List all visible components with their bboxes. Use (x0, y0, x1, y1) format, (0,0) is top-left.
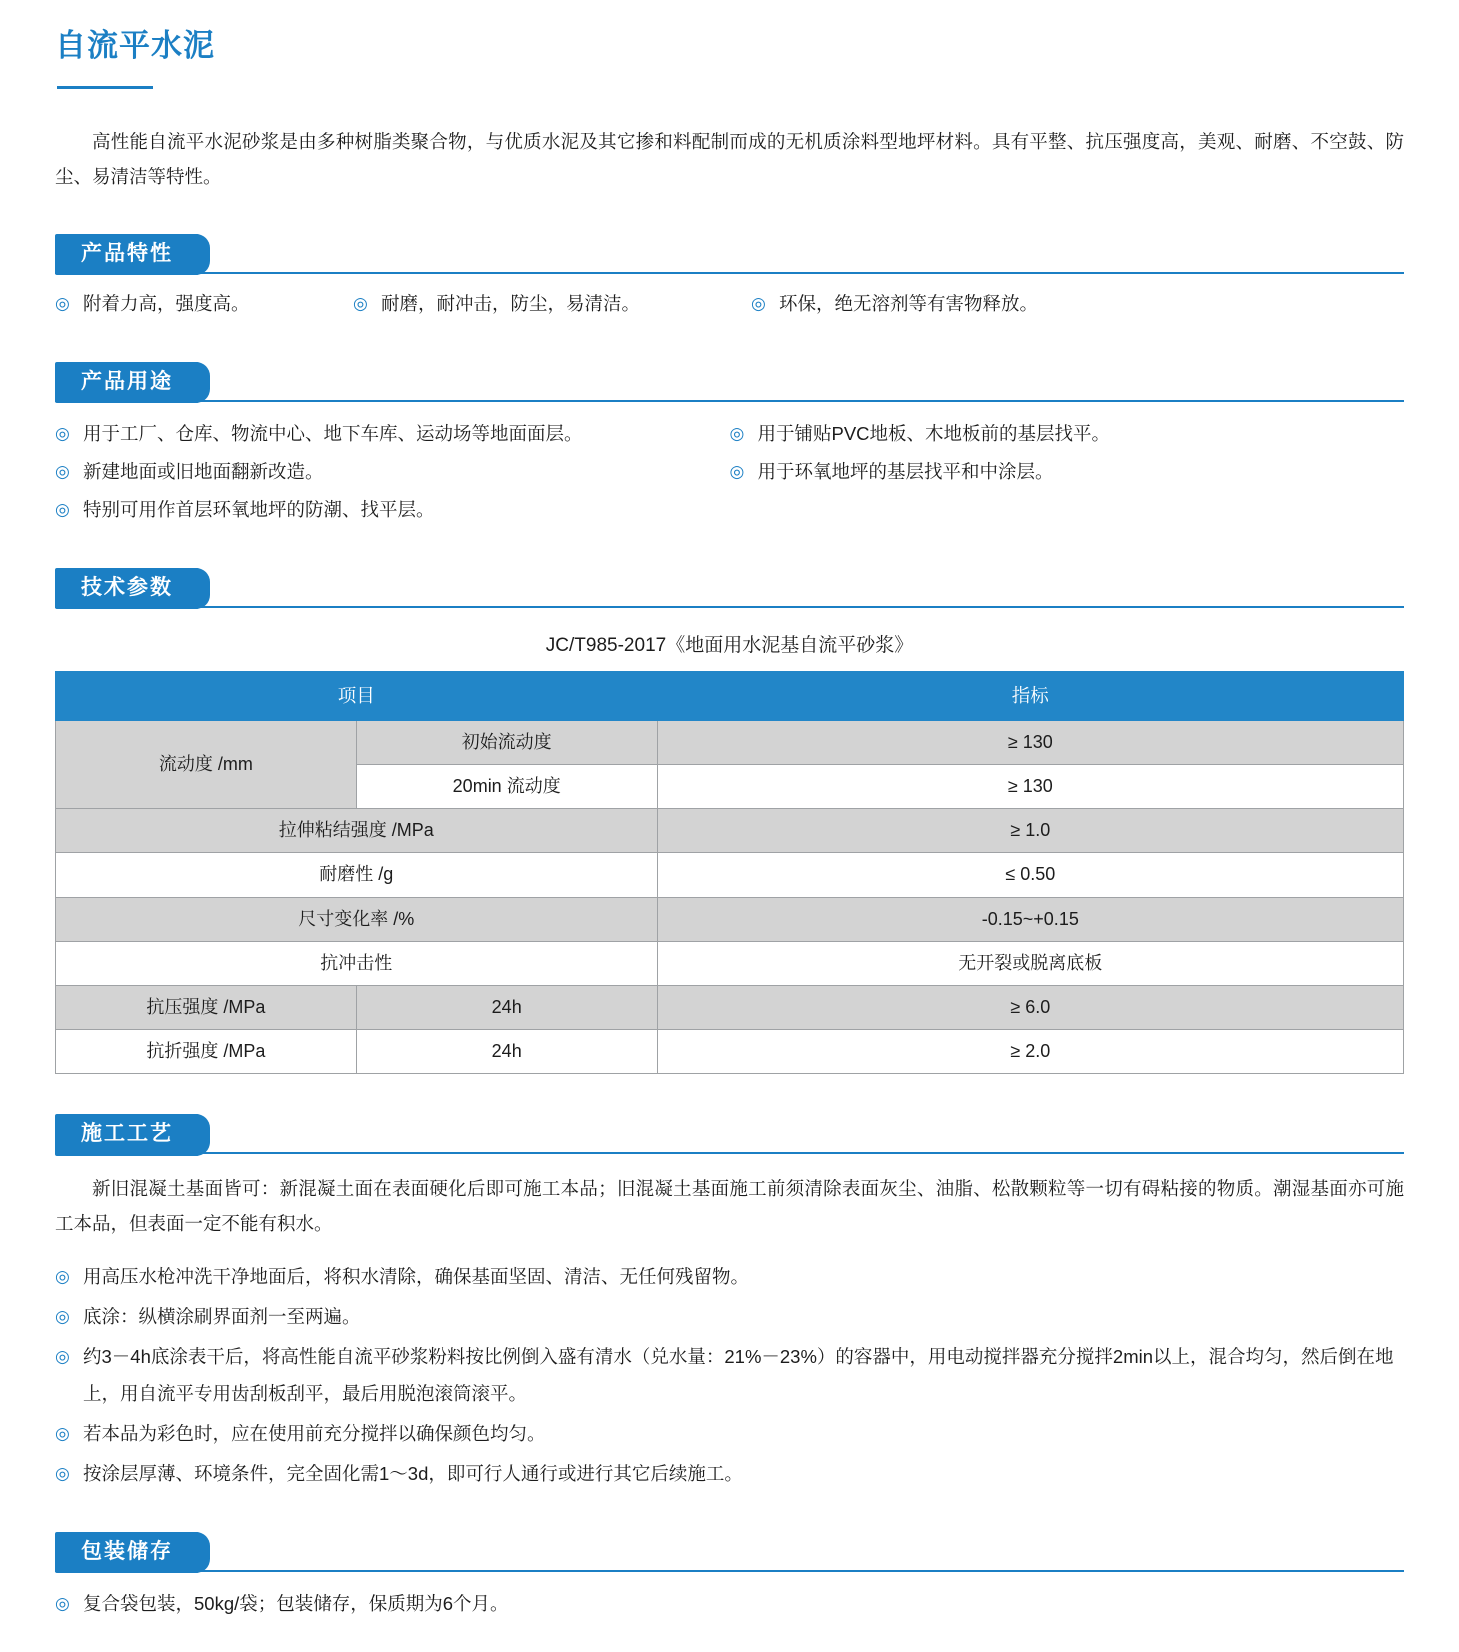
list-item: ◎ 复合袋包装，50kg/袋；包装储存，保质期为6个月。 (55, 1586, 1404, 1622)
cell-value: ≥ 2.0 (657, 1030, 1403, 1074)
section-tech (55, 568, 1404, 1074)
section-divider (55, 1152, 1404, 1154)
cell-value: ≥ 130 (657, 765, 1403, 809)
section-divider (55, 400, 1404, 402)
usage-column-right (730, 414, 1405, 528)
section-construction (55, 1114, 1404, 1491)
list-item: ◎ 用于环氧地坪的基层找平和中涂层。 (730, 454, 1405, 490)
section-usage (55, 362, 1404, 528)
cell-value: -0.15~+0.15 (657, 897, 1403, 941)
column-header-value: 指标 (657, 671, 1403, 720)
list-item: ◎ 用于工厂、仓库、物流中心、地下车库、运动场等地面面层。 (55, 416, 730, 452)
table-header-row (56, 671, 1404, 720)
title-underline (57, 86, 153, 89)
list-item: ◎ 若本品为彩色时，应在使用前充分搅拌以确保颜色均匀。 (55, 1416, 1404, 1452)
cell-item: 耐磨性 /g (56, 853, 658, 897)
list-item: ◎ 用于铺贴PVC地板、木地板前的基层找平。 (730, 416, 1405, 452)
section-divider (55, 606, 1404, 608)
cell-sub: 24h (356, 1030, 657, 1074)
usage-column-left (55, 414, 730, 528)
section-header-construction (55, 1114, 1404, 1154)
list-item: ◎ 底涂：纵横涂刷界面剂一至两遍。 (55, 1299, 1404, 1335)
table-row (56, 720, 1404, 764)
section-header-tech (55, 568, 1404, 608)
table-row (56, 941, 1404, 985)
list-item: ◎ 新建地面或旧地面翻新改造。 (55, 454, 730, 490)
features-list (55, 286, 1404, 322)
section-title-usage: 产品用途 (55, 362, 199, 403)
section-title-packaging: 包装储存 (55, 1532, 199, 1573)
column-header-item: 项目 (56, 671, 658, 720)
cell-sub: 24h (356, 986, 657, 1030)
list-item: ◎ 环保，绝无溶剂等有害物释放。 (751, 286, 1404, 322)
table-row (56, 897, 1404, 941)
cell-sub: 初始流动度 (356, 720, 657, 764)
cell-item: 抗冲击性 (56, 941, 658, 985)
cell-item: 尺寸变化率 /% (56, 897, 658, 941)
section-header-features (55, 234, 1404, 274)
cell-item: 拉伸粘结强度 /MPa (56, 809, 658, 853)
usage-list (55, 414, 1404, 528)
section-packaging (55, 1532, 1404, 1622)
cell-item: 抗折强度 /MPa (56, 1030, 357, 1074)
intro-paragraph: 高性能自流平水泥砂浆是由多种树脂类聚合物，与优质水泥及其它掺和料配制而成的无机质涂料型地坪材料。具有平整、抗压强度高，美观、耐磨、不空鼓、防尘、易清洁等特性。 (55, 131, 1404, 187)
list-item: ◎ 耐磨，耐冲击，防尘，易清洁。 (353, 286, 751, 322)
construction-list (55, 1259, 1404, 1491)
page-title: 自流平水泥 (55, 28, 215, 63)
table-row (56, 809, 1404, 853)
section-divider (55, 1570, 1404, 1572)
table-row (56, 986, 1404, 1030)
standard-reference: JC/T985-2017《地面用水泥基自流平砂浆》 (545, 634, 914, 656)
section-header-packaging (55, 1532, 1404, 1572)
cell-value: 无开裂或脱离底板 (657, 941, 1403, 985)
section-title-tech: 技术参数 (55, 568, 199, 609)
cell-value: ≥ 130 (657, 720, 1403, 764)
cell-item: 抗压强度 /MPa (56, 986, 357, 1030)
table-row (56, 853, 1404, 897)
cell-value: ≤ 0.50 (657, 853, 1403, 897)
list-item: ◎ 约3－4h底涂表干后，将高性能自流平砂浆粉料按比例倒入盛有清水（兑水量：21%－23%）的容器中，用电动搅拌器充分搅拌2min以上，混合均匀，然后倒在地上，用自流平专用齿刮板刮平，最后用脱泡滚筒滚平。 (55, 1339, 1404, 1411)
tech-params-table (55, 671, 1404, 1074)
list-item: ◎ 特别可用作首层环氧地坪的防潮、找平层。 (55, 492, 730, 528)
construction-paragraph: 新旧混凝土基面皆可：新混凝土面在表面硬化后即可施工本品；旧混凝土基面施工前须清除表面灰尘、油脂、松散颗粒等一切有碍粘接的物质。潮湿基面亦可施工本品，但表面一定不能有积水。 (55, 1178, 1404, 1234)
section-title-features: 产品特性 (55, 234, 199, 275)
cell-sub: 20min 流动度 (356, 765, 657, 809)
section-title-construction: 施工工艺 (55, 1114, 199, 1155)
section-header-usage (55, 362, 1404, 402)
list-item: ◎ 附着力高，强度高。 (55, 286, 353, 322)
cell-value: ≥ 1.0 (657, 809, 1403, 853)
table-row (56, 1030, 1404, 1074)
cell-item: 流动度 /mm (56, 720, 357, 808)
section-features (55, 234, 1404, 322)
list-item: ◎ 用高压水枪冲洗干净地面后，将积水清除，确保基面坚固、清洁、无任何残留物。 (55, 1259, 1404, 1295)
list-item: ◎ 按涂层厚薄、环境条件，完全固化需1～3d，即可行人通行或进行其它后续施工。 (55, 1456, 1404, 1492)
cell-value: ≥ 6.0 (657, 986, 1403, 1030)
section-divider (55, 272, 1404, 274)
